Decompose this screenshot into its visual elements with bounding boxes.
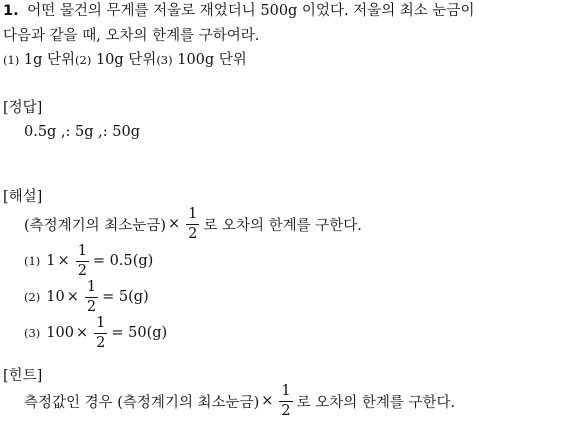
- explanation-item-2: [24, 280, 149, 314]
- item-marker-3: (3): [24, 326, 41, 340]
- option-text-1: 1g 단위: [23, 52, 76, 68]
- fraction-denominator: 2: [188, 225, 198, 242]
- hint-text: [24, 384, 455, 418]
- explanation-item-1: [24, 244, 153, 278]
- option-text-3: 100g 단위: [177, 52, 247, 68]
- fraction-denominator: 2: [96, 334, 106, 351]
- fraction-numerator: 1: [94, 316, 107, 334]
- answer-text: 0.5g ,: 5g ,: 50g: [24, 124, 141, 140]
- fraction-denominator: 2: [86, 298, 97, 315]
- fraction-numerator: 1: [85, 280, 98, 298]
- item-right-1: = 0.5(g): [92, 253, 154, 269]
- item-times-3: ×: [75, 325, 89, 341]
- item-fraction-3: [94, 316, 107, 350]
- fraction-numerator: 1: [76, 244, 89, 262]
- explanation-main-left: (측정계기의 최소눈금): [24, 217, 166, 234]
- question-number: 1.: [3, 3, 19, 19]
- explanation-item-3: [24, 316, 167, 350]
- item-left-1: 1: [46, 253, 56, 269]
- hint-fraction: [279, 384, 292, 418]
- fraction-denominator: 2: [281, 402, 291, 419]
- fraction-numerator: 1: [186, 207, 199, 225]
- question-text-2: 다음과 같을 때, 오차의 한계를 구하여라.: [3, 28, 260, 44]
- option-marker-3: (3): [156, 53, 173, 67]
- question-options: [3, 51, 247, 69]
- option-text-2: 10g 단위: [95, 52, 157, 68]
- explanation-main-right: 로 오차의 한계를 구한다.: [203, 217, 362, 234]
- hint-times: ×: [261, 393, 274, 409]
- item-marker-2: (2): [24, 290, 41, 304]
- item-marker-1: (1): [24, 254, 41, 268]
- explanation-main-fraction: [186, 207, 199, 241]
- item-fraction-1: [76, 244, 89, 278]
- question-text-1: 어떤 물건의 무게를 저울로 재었더니 500g 이었다. 저울의 최소 눈금이: [27, 3, 475, 19]
- item-left-3: 100: [46, 325, 74, 341]
- item-left-2: 10: [46, 289, 65, 305]
- hint-left: 측정값인 경우 (측정계기의 최소눈금): [24, 394, 260, 411]
- answer-heading: [정답]: [3, 100, 43, 116]
- question-line-1: [3, 2, 474, 20]
- item-times-2: ×: [66, 289, 79, 305]
- item-right-2: = 5(g): [102, 289, 149, 305]
- hint-heading: [힌트]: [3, 368, 43, 384]
- question-line-2: [3, 27, 259, 45]
- item-right-3: = 50(g): [111, 325, 168, 341]
- explanation-heading: [해설]: [3, 189, 43, 205]
- item-times-1: ×: [57, 253, 70, 269]
- fraction-numerator: 1: [279, 384, 292, 402]
- option-marker-1: (1): [3, 53, 20, 67]
- option-marker-2: (2): [75, 53, 92, 67]
- explanation-main: [24, 207, 362, 241]
- hint-right: 로 오차의 한계를 구한다.: [296, 394, 456, 411]
- item-fraction-2: [85, 280, 98, 314]
- fraction-denominator: 2: [77, 262, 87, 279]
- explanation-main-times: ×: [168, 216, 181, 232]
